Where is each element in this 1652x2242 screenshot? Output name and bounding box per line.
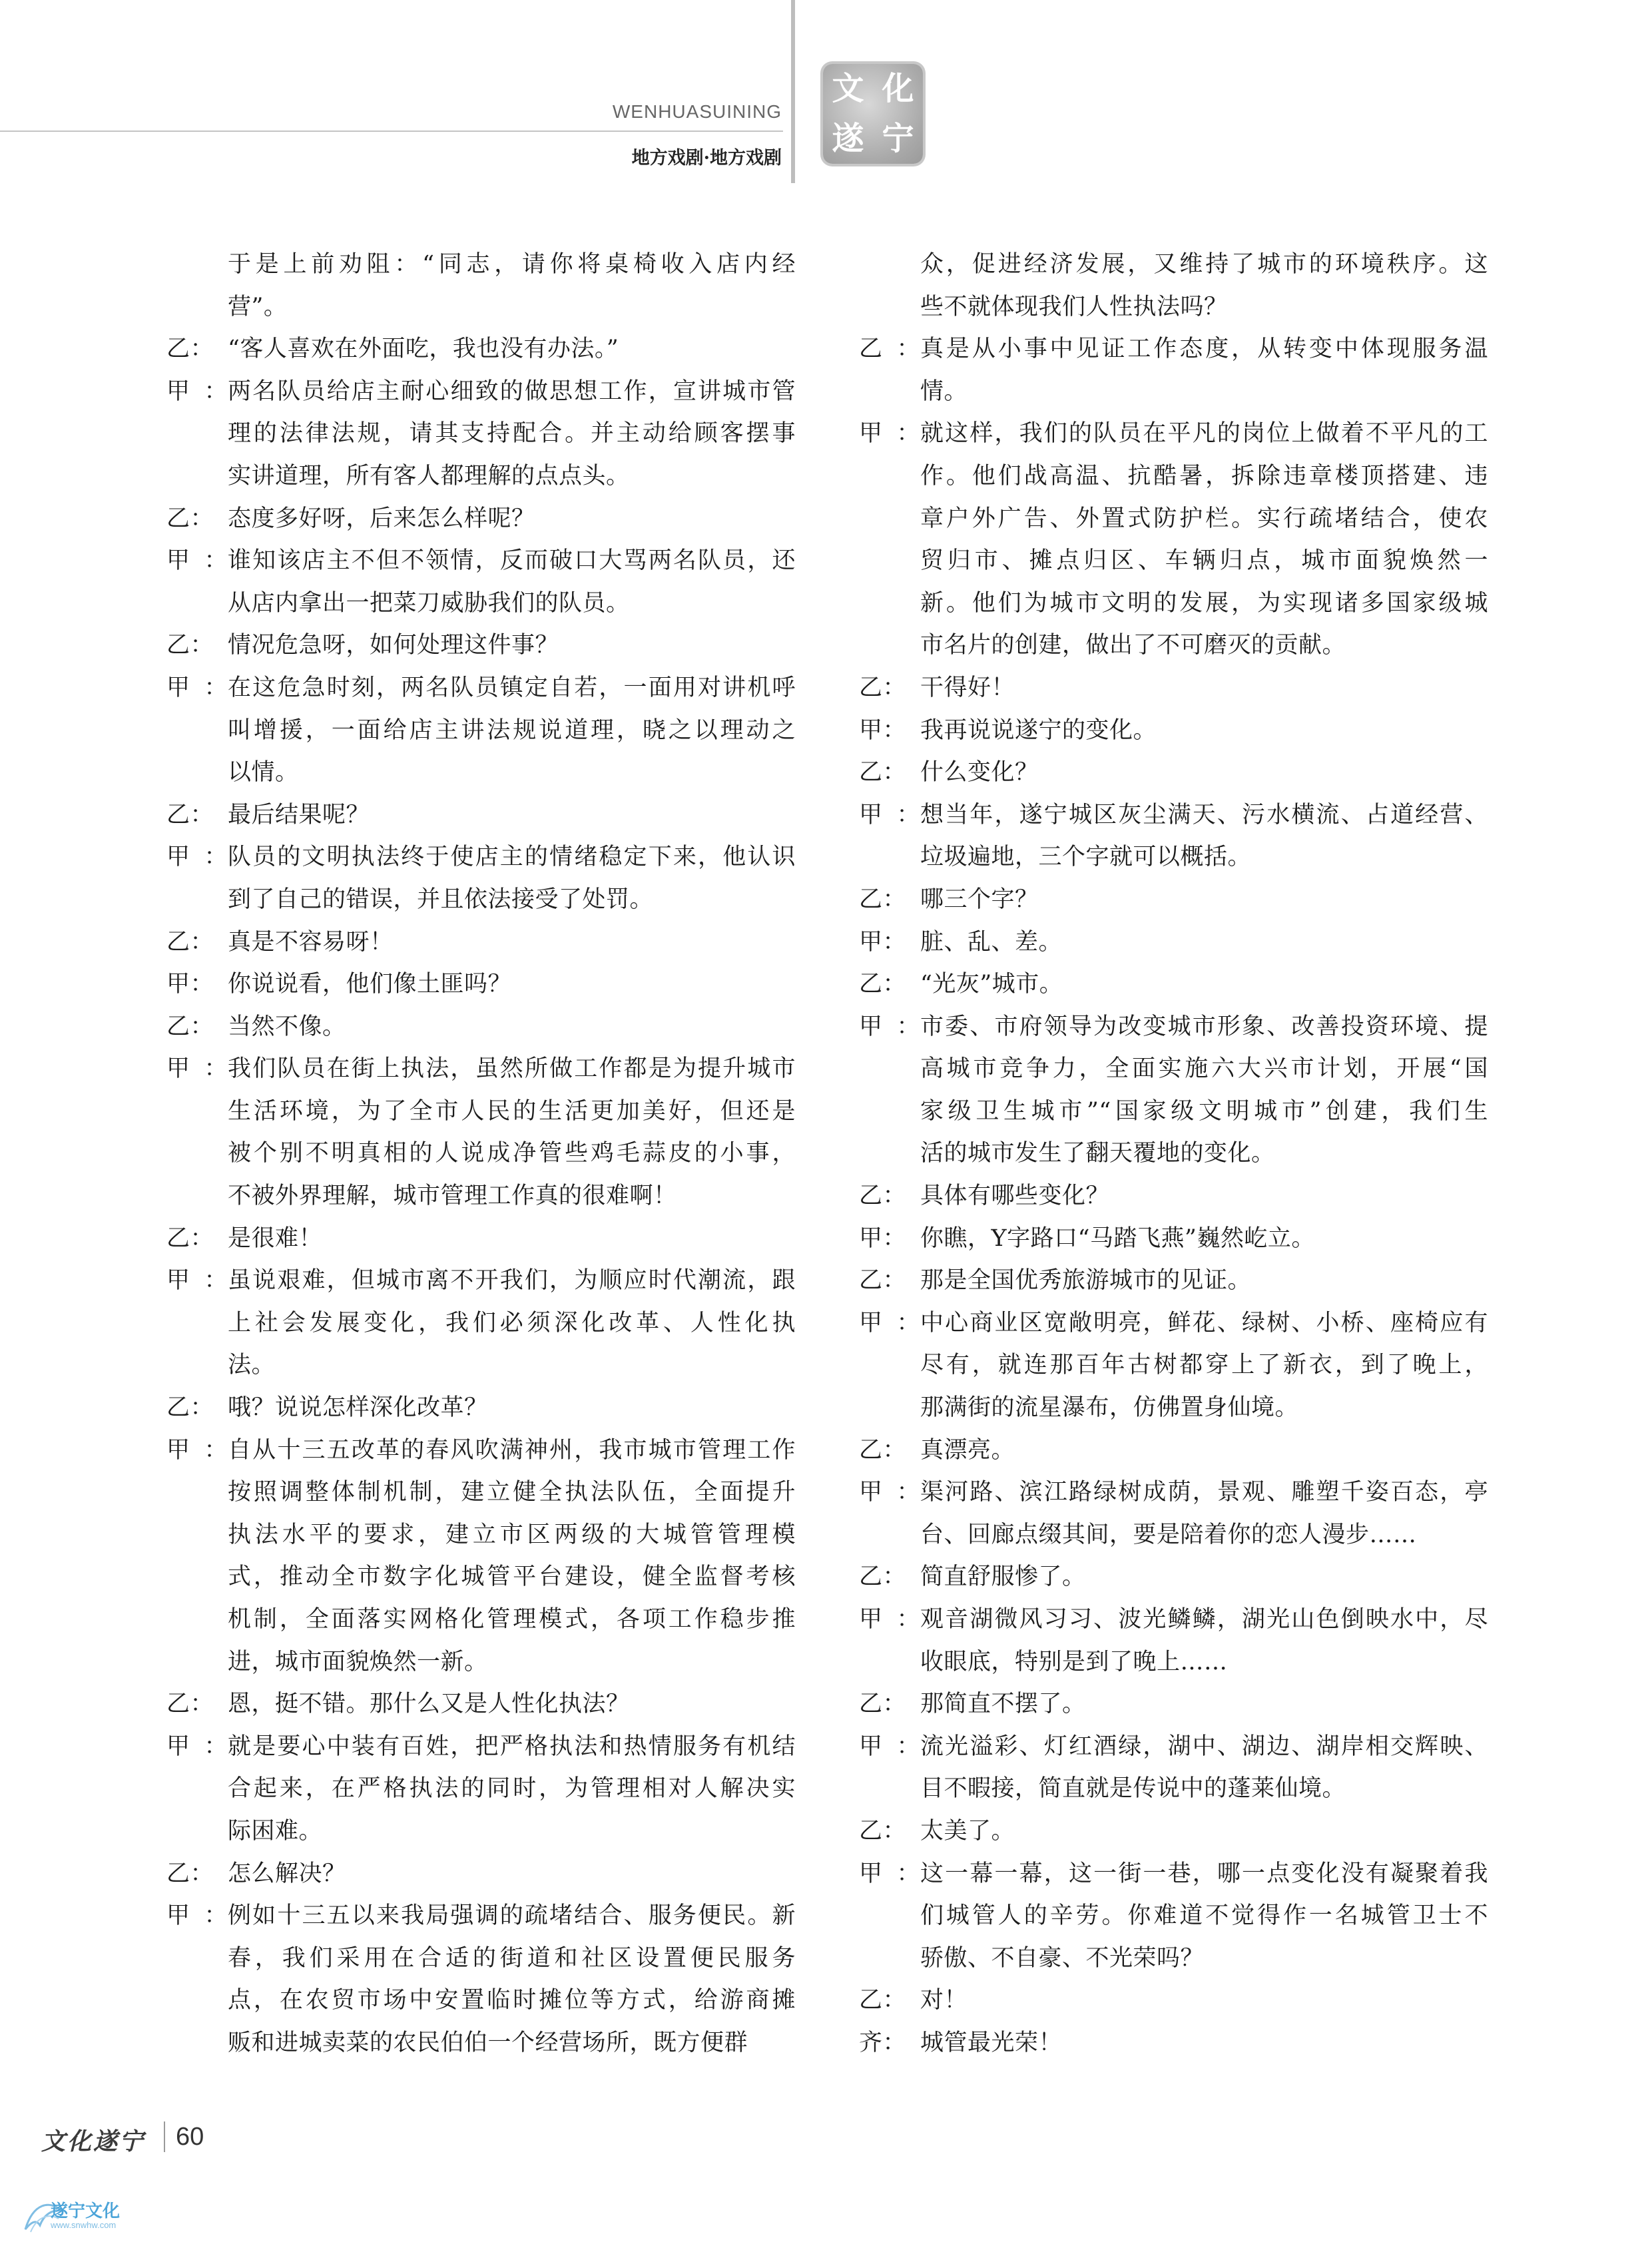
dialogue-line bbox=[166, 1556, 796, 1599]
speaker-label: 乙： bbox=[859, 759, 907, 786]
dialogue-line bbox=[859, 1556, 1488, 1599]
speaker-label: 乙： bbox=[859, 886, 907, 913]
speaker-label: 乙： bbox=[859, 1817, 907, 1844]
dialogue-text: 那满街的流星瀑布，仿佛置身仙境。 bbox=[920, 1394, 1299, 1422]
page-number: 60 bbox=[176, 2123, 204, 2151]
speaker-label: 甲： bbox=[859, 801, 920, 828]
dialogue-line bbox=[859, 1048, 1488, 1091]
dialogue-line bbox=[166, 625, 796, 667]
dialogue-text: 干得好！ bbox=[920, 674, 1015, 701]
dialogue-text: 贩和进城卖菜的农民伯伯一个经营场所，既方便群 bbox=[228, 2029, 748, 2056]
speaker-label: 乙： bbox=[166, 1013, 214, 1040]
dialogue-line bbox=[859, 1683, 1488, 1726]
dialogue-text: 骄傲、不自豪、不光荣吗？ bbox=[920, 1944, 1205, 1972]
dialogue-text: 在这危急时刻，两名队员镇定自若，一面用对讲机呼 bbox=[228, 674, 796, 701]
speaker-label: 甲： bbox=[859, 1733, 920, 1760]
dialogue-text: 那简直不摆了。 bbox=[920, 1691, 1086, 1718]
dialogue-text: 情。 bbox=[920, 378, 968, 405]
dialogue-text: 营”。 bbox=[228, 293, 288, 320]
dialogue-line bbox=[859, 1895, 1488, 1938]
speaker-label: 甲： bbox=[166, 674, 228, 701]
dialogue-line bbox=[859, 752, 1488, 794]
speaker-label: 甲： bbox=[166, 1902, 228, 1930]
speaker-label: 乙： bbox=[859, 336, 920, 363]
speaker-label: 甲： bbox=[166, 1436, 228, 1464]
speaker-label: 甲： bbox=[166, 844, 228, 871]
dialogue-line bbox=[859, 1726, 1488, 1769]
dialogue-line bbox=[166, 1260, 796, 1302]
dialogue-line bbox=[859, 413, 1488, 455]
dialogue-line bbox=[166, 1641, 796, 1684]
speaker-label: 甲： bbox=[859, 420, 920, 447]
dialogue-text: 上社会发展变化，我们必须深化改革、人性化执 bbox=[228, 1309, 796, 1336]
dialogue-line bbox=[166, 1938, 796, 1980]
dialogue-line bbox=[166, 1175, 796, 1218]
dialogue-text: 众，促进经济发展，又维持了城市的环境秩序。这 bbox=[920, 251, 1488, 278]
section-title: 地方戏剧·地方戏剧 bbox=[631, 148, 782, 168]
dialogue-line bbox=[859, 625, 1488, 667]
dialogue-line bbox=[166, 1726, 796, 1769]
dialogue-text: 不被外界理解，城市管理工作真的很难啊！ bbox=[228, 1183, 677, 1210]
speaker-label: 乙： bbox=[166, 1394, 214, 1422]
dialogue-line bbox=[166, 1811, 796, 1853]
dialogue-line bbox=[859, 1175, 1488, 1218]
speaker-label: 乙： bbox=[166, 1860, 214, 1887]
speaker-label: 乙： bbox=[166, 632, 214, 659]
dialogue-line bbox=[166, 922, 796, 964]
dialogue-line bbox=[166, 1048, 796, 1091]
dialogue-text: 恩，挺不错。那什么又是人性化执法？ bbox=[228, 1691, 630, 1718]
speaker-label: 乙： bbox=[166, 801, 214, 828]
dialogue-line bbox=[166, 1218, 796, 1261]
dialogue-line bbox=[859, 1218, 1488, 1261]
dialogue-line bbox=[859, 1260, 1488, 1302]
dialogue-line bbox=[166, 710, 796, 752]
dialogue-line bbox=[859, 244, 1488, 286]
dialogue-text: 合起来，在严格执法的同时，为管理相对人解决实 bbox=[228, 1775, 796, 1803]
dialogue-text: 们城管人的辛劳。你难道不觉得作一名城管卫士不 bbox=[920, 1902, 1488, 1930]
dialogue-text: 真是不容易呀！ bbox=[228, 928, 394, 956]
dialogue-text: 流光溢彩、灯红酒绿，湖中、湖边、湖岸相交辉映、 bbox=[920, 1733, 1488, 1760]
dialogue-text: 当然不像。 bbox=[228, 1013, 346, 1040]
dialogue-text: 你瞧，Y字路口“马踏飞燕”巍然屹立。 bbox=[920, 1225, 1315, 1252]
header-rule bbox=[0, 131, 783, 132]
dialogue-line bbox=[166, 328, 796, 371]
dialogue-line bbox=[859, 1006, 1488, 1049]
dialogue-line bbox=[166, 244, 796, 286]
speaker-label: 甲： bbox=[859, 928, 907, 956]
dialogue-line bbox=[859, 498, 1488, 541]
speaker-label: 甲： bbox=[859, 1309, 920, 1336]
dialogue-text: 态度多好呀，后来怎么样呢？ bbox=[228, 505, 535, 532]
dialogue-line bbox=[859, 1599, 1488, 1641]
dialogue-text: 市名片的创建，做出了不可磨灭的贡献。 bbox=[920, 632, 1346, 659]
dialogue-text: 什么变化？ bbox=[920, 759, 1039, 786]
dialogue-line bbox=[859, 667, 1488, 710]
dialogue-line bbox=[166, 1133, 796, 1175]
seal-char: 遂 bbox=[832, 120, 864, 157]
dialogue-text: “客人喜欢在外面吃，我也没有办法。” bbox=[228, 336, 619, 363]
dialogue-text: 春，我们采用在合适的街道和社区设置便民服务 bbox=[228, 1944, 796, 1972]
speaker-label: 乙： bbox=[166, 928, 214, 956]
dialogue-text: 于是上前劝阻：“同志，请你将桌椅收入店内经 bbox=[228, 251, 796, 278]
dialogue-text: 简直舒服惨了。 bbox=[920, 1563, 1086, 1591]
speaker-label: 甲： bbox=[859, 1860, 920, 1887]
dialogue-text: 法。 bbox=[228, 1352, 276, 1379]
dialogue-line bbox=[166, 1472, 796, 1514]
dialogue-text: 是很难！ bbox=[228, 1225, 323, 1252]
dialogue-line bbox=[166, 455, 796, 498]
dialogue-line bbox=[859, 1641, 1488, 1684]
dialogue-line bbox=[859, 1091, 1488, 1133]
dialogue-text: 例如十三五以来我局强调的疏堵结合、服务便民。新 bbox=[228, 1902, 796, 1930]
magazine-seal-logo bbox=[823, 64, 923, 164]
header-divider bbox=[791, 0, 795, 183]
dialogue-text: 对！ bbox=[920, 1987, 968, 2014]
dialogue-line bbox=[166, 1430, 796, 1472]
speaker-label: 乙： bbox=[166, 505, 214, 532]
dialogue-line bbox=[166, 964, 796, 1006]
dialogue-line bbox=[166, 540, 796, 583]
dialogue-text: 脏、乱、差。 bbox=[920, 928, 1063, 956]
dialogue-text: 太美了。 bbox=[920, 1817, 1015, 1844]
dialogue-text: 进，城市面貌焕然一新。 bbox=[228, 1648, 488, 1675]
dialogue-line bbox=[859, 371, 1488, 414]
dialogue-text: 理的法律法规，请其支持配合。并主动给顾客摆事 bbox=[228, 420, 796, 447]
dialogue-text: 中心商业区宽敞明亮，鲜花、绿树、小桥、座椅应有 bbox=[920, 1309, 1488, 1336]
dialogue-text: 被个别不明真相的人说成净管些鸡毛蒜皮的小事， bbox=[228, 1140, 796, 1167]
dialogue-line bbox=[166, 1768, 796, 1811]
speaker-label: 乙： bbox=[859, 1183, 907, 1210]
dialogue-line bbox=[859, 879, 1488, 922]
watermark-name: 遂宁文化 bbox=[51, 2201, 121, 2221]
dialogue-line bbox=[166, 1599, 796, 1641]
dialogue-text: 自从十三五改革的春风吹满神州，我市城市管理工作 bbox=[228, 1436, 796, 1464]
dialogue-line bbox=[166, 498, 796, 541]
dialogue-text: 以情。 bbox=[228, 759, 299, 786]
dialogue-text: 生活环境，为了全市人民的生活更加美好，但还是 bbox=[228, 1097, 796, 1125]
dialogue-text: 贸归市、摊点归区、车辆归点，城市面貌焕然一 bbox=[920, 547, 1488, 575]
dialogue-text: 按照调整体制机制，建立健全执法队伍，全面提升 bbox=[228, 1479, 796, 1506]
speaker-label: 乙： bbox=[859, 1267, 907, 1294]
dialogue-text: 想当年，遂宁城区灰尘满天、污水横流、占道经营、 bbox=[920, 801, 1488, 828]
dialogue-line bbox=[166, 1895, 796, 1938]
speaker-label: 乙： bbox=[859, 674, 907, 701]
dialogue-text: 具体有哪些变化？ bbox=[920, 1183, 1110, 1210]
dialogue-line bbox=[166, 1091, 796, 1133]
dialogue-line bbox=[166, 836, 796, 879]
dialogue-text: 我们队员在街上执法，虽然所做工作都是为提升城市 bbox=[228, 1055, 796, 1083]
dialogue-line bbox=[166, 583, 796, 625]
text-column-left bbox=[166, 244, 796, 2065]
speaker-label: 甲： bbox=[859, 1606, 920, 1633]
dialogue-line bbox=[859, 922, 1488, 964]
footer-brand: 文化遂宁 bbox=[41, 2127, 146, 2155]
dialogue-text: 城管最光荣！ bbox=[920, 2029, 1063, 2056]
dialogue-line bbox=[859, 455, 1488, 498]
dialogue-text: 新。他们为城市文明的发展，为实现诸多国家级城 bbox=[920, 589, 1488, 617]
dialogue-line bbox=[859, 1430, 1488, 1472]
speaker-label: 甲： bbox=[166, 971, 214, 998]
dialogue-text: 虽说艰难，但城市离不开我们，为顺应时代潮流，跟 bbox=[228, 1267, 796, 1294]
dialogue-text: 情况危急呀，如何处理这件事？ bbox=[228, 632, 559, 659]
dialogue-line bbox=[859, 1514, 1488, 1557]
speaker-label: 乙： bbox=[859, 1436, 907, 1464]
dialogue-text: 机制，全面落实网格化管理模式，各项工作稳步推 bbox=[228, 1606, 796, 1633]
dialogue-line bbox=[166, 1344, 796, 1387]
dialogue-text: 队员的文明执法终于使店主的情绪稳定下来，他认识 bbox=[228, 844, 796, 871]
speaker-label: 甲： bbox=[859, 1225, 907, 1252]
dialogue-text: 你说说看，他们像土匪吗？ bbox=[228, 971, 512, 998]
dialogue-text: 最后结果呢？ bbox=[228, 801, 370, 828]
dialogue-line bbox=[859, 1938, 1488, 1980]
speaker-label: 甲： bbox=[166, 378, 228, 405]
speaker-label: 甲： bbox=[166, 1267, 228, 1294]
dialogue-line bbox=[859, 286, 1488, 329]
dialogue-line bbox=[166, 371, 796, 414]
dialogue-line bbox=[166, 1683, 796, 1726]
dialogue-text: 就这样，我们的队员在平凡的岗位上做着不平凡的工 bbox=[920, 420, 1488, 447]
dialogue-text: 实讲道理，所有客人都理解的点点头。 bbox=[228, 462, 630, 489]
dialogue-text: 目不暇接，简直就是传说中的蓬莱仙境。 bbox=[920, 1775, 1346, 1803]
dialogue-text: 些不就体现我们人性执法吗？ bbox=[920, 293, 1228, 320]
dialogue-text: 收眼底，特别是到了晚上…… bbox=[920, 1648, 1228, 1675]
dialogue-line bbox=[859, 1344, 1488, 1387]
dialogue-line bbox=[859, 1133, 1488, 1175]
dialogue-text: 点，在农贸市场中安置临时摊位等方式，给游商摊 bbox=[228, 1987, 796, 2014]
dialogue-text: 真漂亮。 bbox=[920, 1436, 1015, 1464]
speaker-label: 乙： bbox=[166, 1691, 214, 1718]
dialogue-text: 式，推动全市数字化城管平台建设，健全监督考核 bbox=[228, 1563, 796, 1591]
dialogue-line bbox=[859, 540, 1488, 583]
speaker-label: 乙： bbox=[859, 1691, 907, 1718]
dialogue-text: 这一幕一幕，这一街一巷，哪一点变化没有凝聚着我 bbox=[920, 1860, 1488, 1887]
speaker-label: 齐： bbox=[859, 2029, 907, 2056]
footer-divider bbox=[164, 2121, 165, 2152]
dialogue-line bbox=[859, 794, 1488, 837]
speaker-label: 甲： bbox=[859, 1479, 920, 1506]
dialogue-line bbox=[859, 1811, 1488, 1853]
dialogue-text: 章户外广告、外置式防护栏。实行疏堵结合，使农 bbox=[920, 505, 1488, 532]
dialogue-text: 从店内拿出一把菜刀威胁我们的队员。 bbox=[228, 589, 630, 617]
dialogue-line bbox=[859, 583, 1488, 625]
dialogue-line bbox=[859, 1853, 1488, 1896]
dialogue-text: “光灰”城市。 bbox=[920, 971, 1063, 998]
magazine-name-en: WENHUASUINING bbox=[612, 101, 782, 122]
dialogue-text: 叫增援，一面给店主讲法规说道理，晓之以理动之 bbox=[228, 716, 796, 744]
dialogue-text: 怎么解决？ bbox=[228, 1860, 346, 1887]
dialogue-line bbox=[859, 1768, 1488, 1811]
dialogue-text: 作。他们战高温、抗酷暑，拆除违章楼顶搭建、违 bbox=[920, 462, 1488, 489]
dialogue-line bbox=[166, 1387, 796, 1430]
dialogue-line bbox=[859, 1472, 1488, 1514]
speaker-label: 甲： bbox=[859, 716, 907, 744]
dialogue-line bbox=[859, 1387, 1488, 1430]
dialogue-line bbox=[166, 286, 796, 329]
speaker-label: 乙： bbox=[166, 1225, 214, 1252]
speaker-label: 甲： bbox=[859, 1013, 920, 1040]
speaker-label: 甲： bbox=[166, 1733, 228, 1760]
text-column-right bbox=[859, 244, 1488, 2065]
dialogue-text: 两名队员给店主耐心细致的做思想工作，宣讲城市管 bbox=[228, 378, 796, 405]
speaker-label: 甲： bbox=[166, 547, 228, 575]
dialogue-line bbox=[166, 1853, 796, 1896]
dialogue-text: 真是从小事中见证工作态度，从转变中体现服务温 bbox=[920, 336, 1488, 363]
dialogue-text: 谁知该店主不但不领情，反而破口大骂两名队员，还 bbox=[228, 547, 796, 575]
dialogue-line bbox=[166, 1514, 796, 1557]
dialogue-text: 哦？说说怎样深化改革？ bbox=[228, 1394, 488, 1422]
speaker-label: 乙： bbox=[859, 1987, 907, 2014]
dialogue-line bbox=[859, 328, 1488, 371]
dialogue-text: 渠河路、滨江路绿树成荫，景观、雕塑千姿百态，亭 bbox=[920, 1479, 1488, 1506]
dialogue-text: 市委、市府领导为改变城市形象、改善投资环境、提 bbox=[920, 1013, 1488, 1040]
dialogue-text: 家级卫生城市”“国家级文明城市”创建，我们生 bbox=[920, 1097, 1488, 1125]
dialogue-line bbox=[166, 1980, 796, 2022]
dialogue-text: 那是全国优秀旅游城市的见证。 bbox=[920, 1267, 1252, 1294]
speaker-label: 甲： bbox=[166, 1055, 228, 1083]
seal-char: 化 bbox=[882, 70, 914, 107]
dialogue-line bbox=[166, 1006, 796, 1049]
dialogue-text: 台、回廊点缀其间，要是陪着你的恋人漫步…… bbox=[920, 1521, 1417, 1548]
dialogue-line bbox=[859, 964, 1488, 1006]
dialogue-line bbox=[166, 879, 796, 922]
dialogue-text: 尽有，就连那百年古树都穿上了新衣，到了晚上， bbox=[920, 1352, 1488, 1379]
dialogue-line bbox=[166, 1302, 796, 1345]
speaker-label: 乙： bbox=[166, 336, 214, 363]
dialogue-text: 到了自己的错误，并且依法接受了处罚。 bbox=[228, 886, 654, 913]
speaker-label: 乙： bbox=[859, 971, 907, 998]
dialogue-text: 执法水平的要求，建立市区两级的大城管管理模 bbox=[228, 1521, 796, 1548]
dialogue-line bbox=[166, 2022, 796, 2065]
dialogue-line bbox=[859, 710, 1488, 752]
dialogue-text: 我再说说遂宁的变化。 bbox=[920, 716, 1157, 744]
dialogue-text: 就是要心中装有百姓，把严格执法和热情服务有机结 bbox=[228, 1733, 796, 1760]
dialogue-line bbox=[859, 1980, 1488, 2022]
seal-char: 宁 bbox=[882, 120, 914, 157]
dialogue-text: 哪三个字？ bbox=[920, 886, 1039, 913]
dialogue-line bbox=[859, 836, 1488, 879]
seal-char: 文 bbox=[832, 70, 864, 107]
dialogue-line bbox=[166, 667, 796, 710]
dialogue-text: 际困难。 bbox=[228, 1817, 323, 1844]
watermark-url: www.snwhw.com bbox=[51, 2220, 117, 2230]
dialogue-text: 观音湖微风习习、波光鳞鳞，湖光山色倒映水中，尽 bbox=[920, 1606, 1488, 1633]
dialogue-text: 垃圾遍地，三个字就可以概括。 bbox=[920, 844, 1252, 871]
dialogue-line bbox=[166, 413, 796, 455]
dialogue-text: 活的城市发生了翻天覆地的变化。 bbox=[920, 1140, 1275, 1167]
dialogue-line bbox=[166, 794, 796, 837]
dialogue-line bbox=[859, 2022, 1488, 2065]
dialogue-line bbox=[166, 752, 796, 794]
speaker-label: 乙： bbox=[859, 1563, 907, 1591]
dialogue-text: 高城市竞争力，全面实施六大兴市计划，开展“国 bbox=[920, 1055, 1488, 1083]
dialogue-line bbox=[859, 1302, 1488, 1345]
